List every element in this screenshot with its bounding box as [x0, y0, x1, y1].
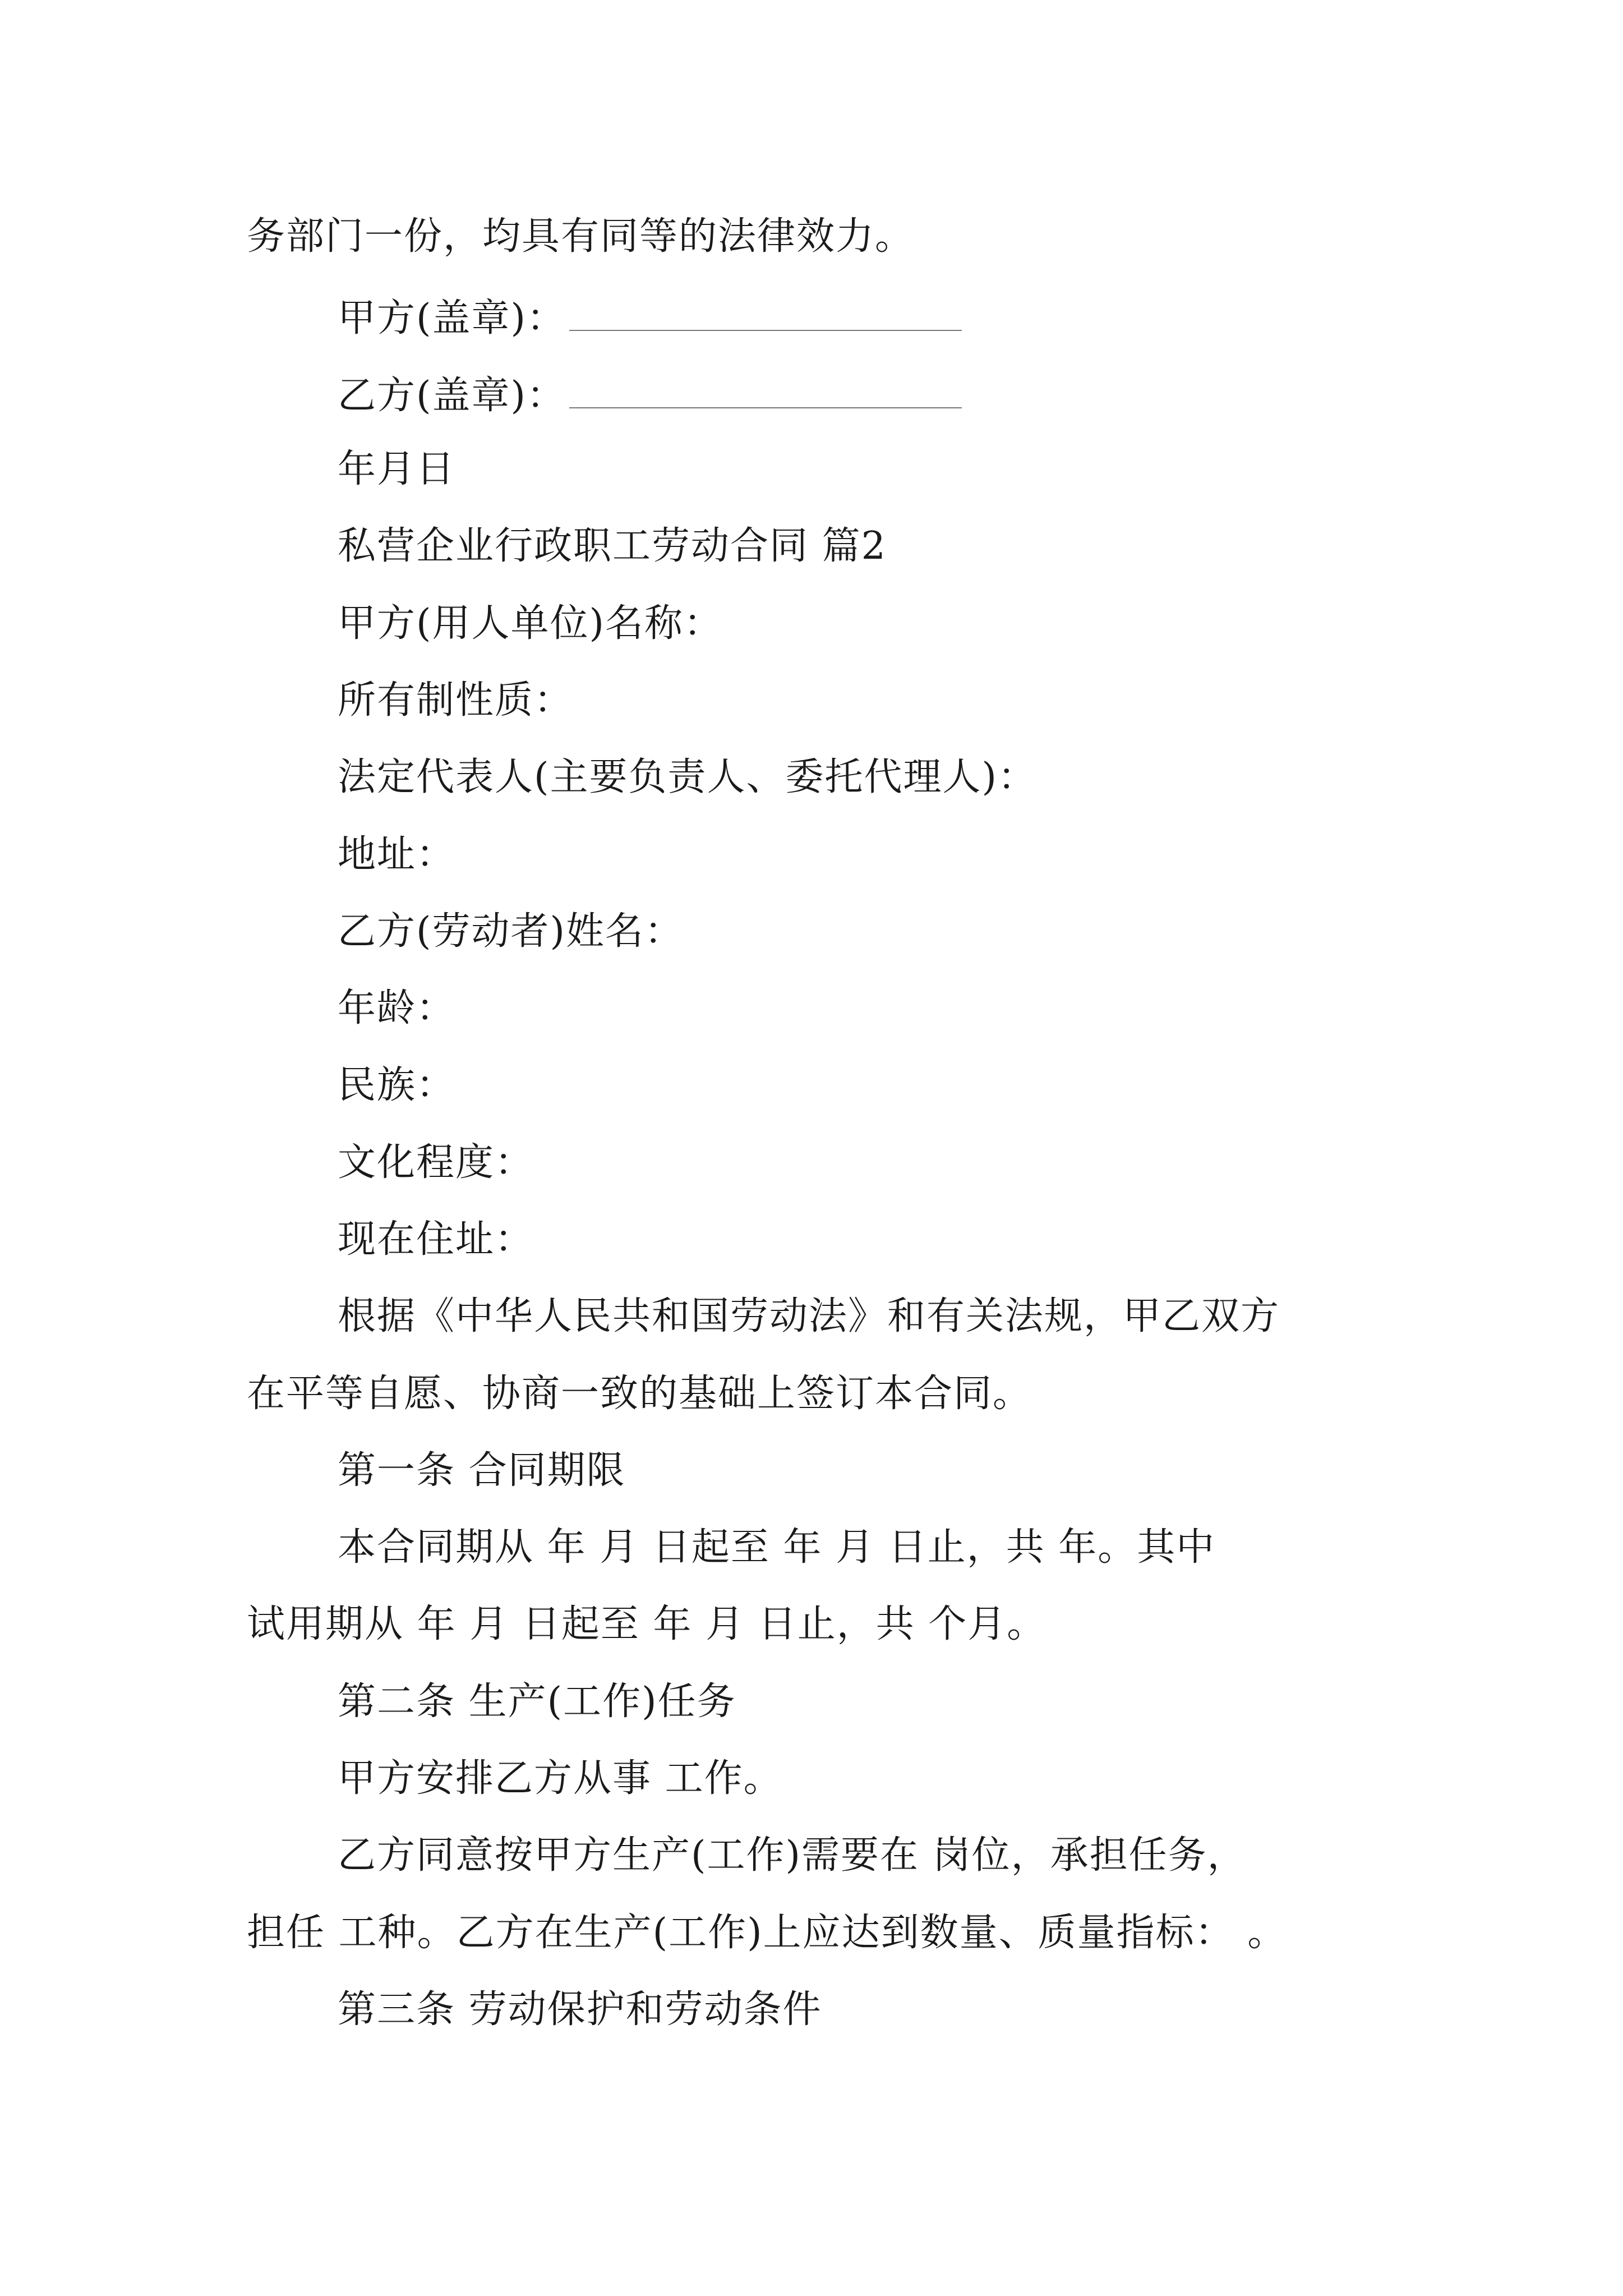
- signature-blank-party-a: [569, 296, 962, 331]
- article-1-body-line-2: 试用期从 年 月 日起至 年 月 日止，共 个月。: [247, 1602, 1046, 1646]
- text-line-continuation: 务部门一份，均具有同等的法律效力。: [247, 214, 915, 259]
- article-2-body-line-3: 担任 工种。乙方在生产(工作)上应达到数量、质量指标： 。: [247, 1911, 1287, 1955]
- field-employer-name: 甲方(用人单位)名称：: [338, 601, 723, 646]
- field-education: 文化程度：: [338, 1140, 534, 1185]
- signature-party-b: [338, 374, 962, 418]
- paragraph-preamble-line-1: 根据《中华人民共和国劳动法》和有关法规，甲乙双方: [338, 1294, 1280, 1338]
- article-1-body-line-1: 本合同期从 年 月 日起至 年 月 日止，共 年。其中: [338, 1525, 1216, 1570]
- field-legal-representative: 法定代表人(主要负责人、委托代理人)：: [338, 755, 1038, 799]
- signature-party-a: [338, 296, 962, 341]
- signature-label-party-a: 甲方(盖章)：: [338, 296, 566, 341]
- field-ethnicity: 民族：: [338, 1063, 456, 1107]
- section-title: 私营企业行政职工劳动合同 篇2: [338, 524, 887, 568]
- field-age: 年龄：: [338, 986, 456, 1030]
- field-employee-name: 乙方(劳动者)姓名：: [338, 909, 684, 954]
- article-2-body-line-2: 乙方同意按甲方生产(工作)需要在 岗位，承担任务，: [338, 1833, 1247, 1878]
- article-1-heading: 第一条 合同期限: [338, 1448, 626, 1493]
- paragraph-preamble-line-2: 在平等自愿、协商一致的基础上签订本合同。: [247, 1372, 1032, 1416]
- date-line: 年月日: [338, 447, 456, 491]
- signature-blank-party-b: [569, 374, 962, 408]
- article-2-heading: 第二条 生产(工作)任务: [338, 1680, 736, 1724]
- article-2-body-line-1: 甲方安排乙方从事 工作。: [338, 1756, 783, 1801]
- signature-label-party-b: 乙方(盖章)：: [338, 374, 566, 418]
- field-ownership: 所有制性质：: [338, 678, 574, 723]
- field-current-address: 现在住址：: [338, 1217, 534, 1262]
- field-address: 地址：: [338, 832, 456, 877]
- article-3-heading: 第三条 劳动保护和劳动条件: [338, 1987, 822, 2032]
